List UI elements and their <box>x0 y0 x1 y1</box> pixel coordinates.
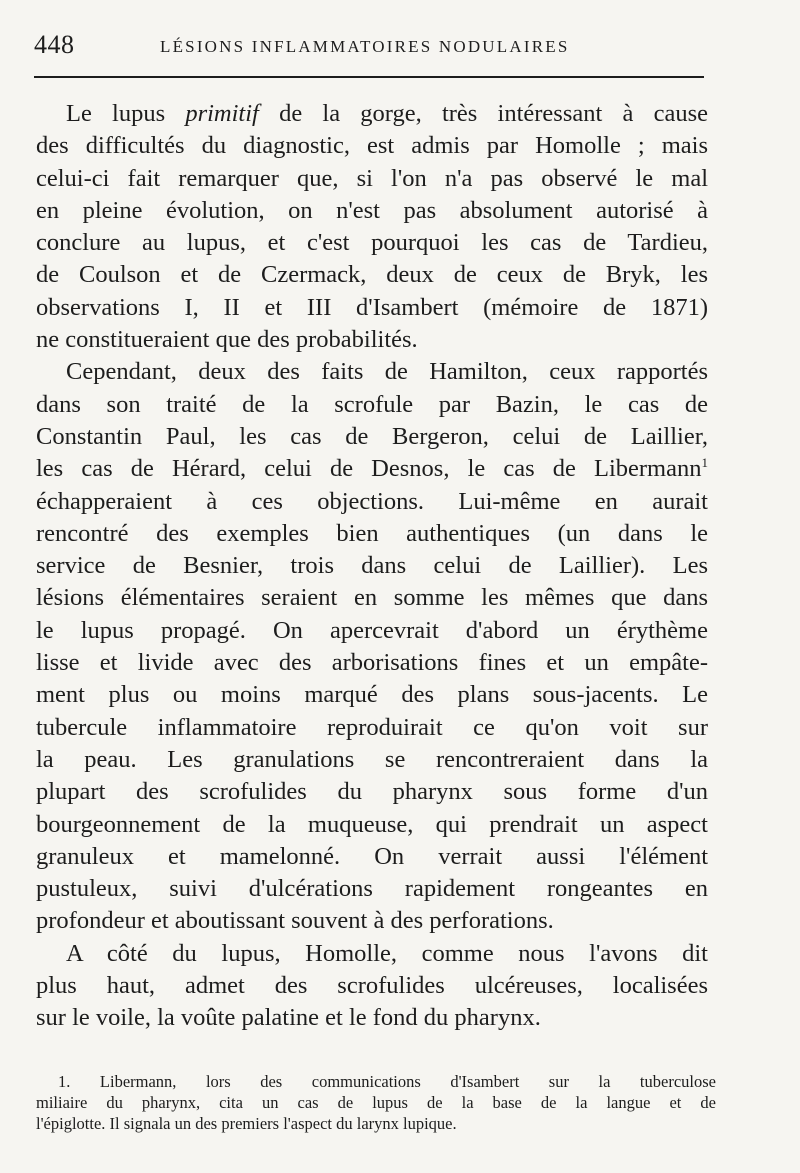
text-line: profondeur et aboutissant souvent à des perforations. <box>36 907 554 935</box>
text-line: plus haut, admet des scrofulides ulcéreuses, localisées <box>36 972 708 1000</box>
text-line: bourgeonnement de la muqueuse, qui prendrait un aspect <box>36 810 708 838</box>
text-line: celui-ci fait remarquer que, si l'on n'a pas observé le mal <box>36 164 708 192</box>
footnote <box>36 1071 716 1134</box>
footnote-marker: 1 <box>701 455 708 471</box>
page-header <box>34 30 704 60</box>
text-line: lésions élémentaires seraient en somme les mêmes que dans <box>36 584 708 612</box>
text-line: rencontré des exemples bien authentiques (un dans le <box>36 519 708 547</box>
text-line: Le lupus primitif de la gorge, très intéressant à cause <box>66 100 708 127</box>
text-line: ment plus ou moins marqué des plans sous-jacents. Le <box>36 681 708 709</box>
running-head: LÉSIONS INFLAMMATOIRES NODULAIRES <box>160 37 570 56</box>
page-number: 448 <box>34 30 75 59</box>
footnote-line: 1. Libermann, lors des communications d'Isambert sur la tuberculose <box>58 1072 716 1091</box>
text-line: tubercule inflammatoire reproduirait ce qu'on voit sur <box>36 713 708 741</box>
text-line: lisse et livide avec des arborisations fines et un empâte- <box>36 649 708 677</box>
text-line: de Coulson et de Czermack, deux de ceux de Bryk, les <box>36 261 708 289</box>
text-line: A côté du lupus, Homolle, comme nous l'avons dit <box>66 939 708 967</box>
body-text <box>36 98 708 1035</box>
text-line: granuleux et mamelonné. On verrait aussi l'élément <box>36 842 708 870</box>
italic-term: primitif <box>185 100 259 127</box>
text-line: dans son traité de la scrofule par Bazin, le cas de <box>36 390 708 418</box>
text-line: plupart des scrofulides du pharynx sous forme d'un <box>36 778 708 806</box>
text-line: la peau. Les granulations se rencontreraient dans la <box>36 745 708 773</box>
text-line: conclure au lupus, et c'est pourquoi les cas de Tardieu, <box>36 229 708 257</box>
text-line: sur le voile, la voûte palatine et le fond du pharynx. <box>36 1004 541 1032</box>
text-line: ne constitueraient que des probabilités. <box>36 326 418 354</box>
text-line: service de Besnier, trois dans celui de Laillier). Les <box>36 552 708 580</box>
text-line: Cependant, deux des faits de Hamilton, ceux rapportés <box>66 358 708 386</box>
text-line: échapperaient à ces objections. Lui-même en aurait <box>36 487 708 515</box>
text-line: Constantin Paul, les cas de Bergeron, celui de Laillier, <box>36 422 708 450</box>
text-line: les cas de Hérard, celui de Desnos, le cas de Libermann$^1$ <box>36 455 708 483</box>
footnote-line: l'épiglotte. Il signala un des premiers l'aspect du larynx lupique. <box>36 1114 457 1133</box>
text-line: le lupus propagé. On apercevrait d'abord un érythème <box>36 616 708 644</box>
text-line: des difficultés du diagnostic, est admis par Homolle ; mais <box>36 132 708 160</box>
text-line: en pleine évolution, on n'est pas absolument autorisé à <box>36 196 708 224</box>
header-rule <box>34 76 704 78</box>
text-line: observations I, II et III d'Isambert (mémoire de 1871) <box>36 293 708 321</box>
footnote-line: miliaire du pharynx, cita un cas de lupus de la base de la langue et de <box>36 1093 716 1112</box>
text-line: pustuleux, suivi d'ulcérations rapidement rongeantes en <box>36 875 708 903</box>
